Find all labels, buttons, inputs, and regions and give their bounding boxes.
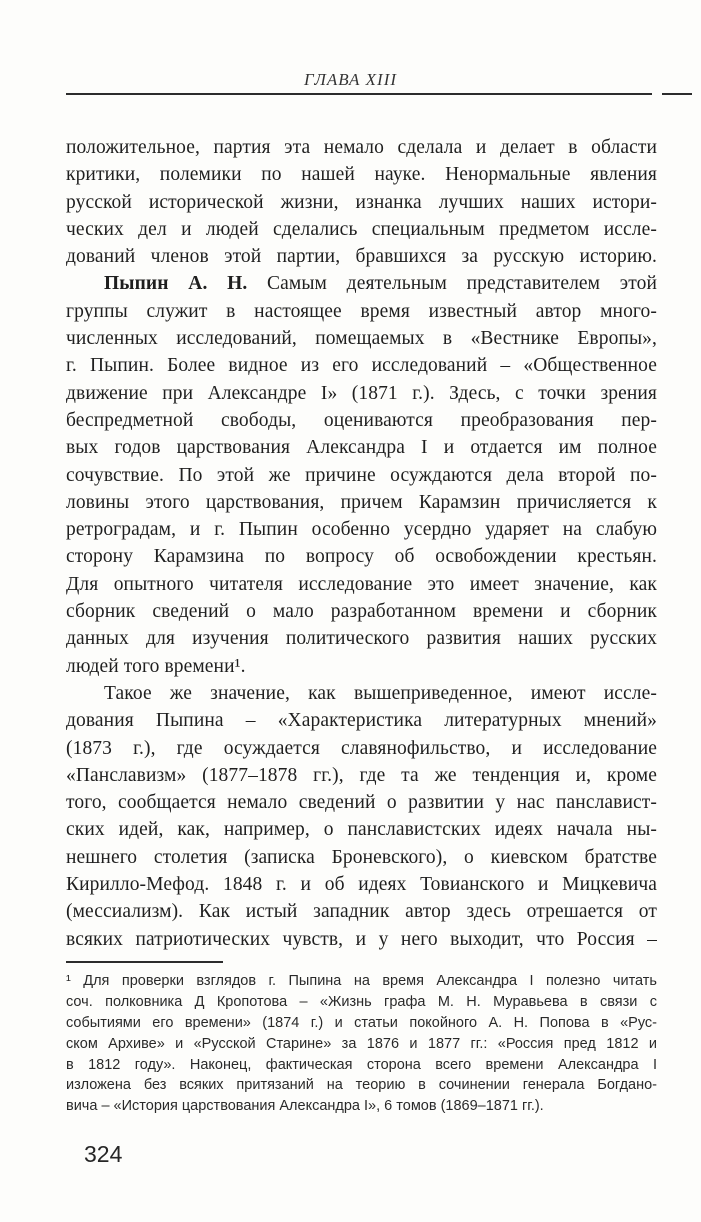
footnote-separator bbox=[66, 961, 223, 963]
body-text-line: сочувствие. По этой же причине осуждаются дела второй по- bbox=[66, 464, 657, 486]
paragraph bbox=[66, 680, 657, 953]
body-text-line: беспредметной свободы, оцениваются преобразования пер- bbox=[66, 409, 657, 431]
body-text-line: ских идей, как, например, о панславистских идеях начала ны- bbox=[66, 819, 657, 841]
paragraph bbox=[66, 134, 657, 270]
paragraph bbox=[66, 270, 657, 679]
footnote-line: вича – «История царствования Александра I», 6 томов (1869–1871 гг.). bbox=[66, 1098, 544, 1115]
body-text-line: всяких патриотических чувств, и у него выходит, что Россия – bbox=[66, 928, 657, 950]
body-text-line: (мессиализм). Как истый западник автор здесь отрешается от bbox=[66, 901, 657, 923]
body-text-line: людей того времени¹. bbox=[66, 655, 246, 677]
footnote-line: соч. полковника Д Кропотова – «Жизнь графа М. Н. Муравьева в связи с bbox=[66, 993, 657, 1010]
author-name-bold: Пыпин А. Н. bbox=[104, 273, 248, 295]
header-rule-fragment bbox=[662, 93, 692, 95]
body-text-line: «Панславизм» (1877–1878 гг.), где та же тенденция и, кроме bbox=[66, 764, 657, 786]
footnote-line: в 1812 году». Наконец, фактическая сторона всего времени Александра I bbox=[66, 1056, 657, 1073]
header-rule bbox=[66, 93, 652, 95]
body-text-line: положительное, партия эта немало сделала и делает в области bbox=[66, 137, 657, 158]
footnote-line: ском Архиве» и «Русской Старине» за 1876 и 1877 гг.: «Россия пред 1812 и bbox=[66, 1035, 657, 1052]
body-text-line: нешнего столетия (записка Броневского), о киевском братстве bbox=[66, 846, 657, 868]
body-text-line: группы служит в настоящее время известный автор много- bbox=[66, 300, 657, 322]
body-text-line: ретроградам, и г. Пыпин особенно усердно ударяет на слабую bbox=[66, 519, 657, 541]
chapter-header-title: ГЛАВА XIII bbox=[303, 70, 398, 89]
body-text-line: ловины этого царствования, причем Карамзин причисляется к bbox=[66, 491, 657, 513]
body-text-line: русской исторической жизни, изнанка лучших наших истори- bbox=[66, 191, 657, 213]
body-text bbox=[66, 134, 657, 953]
running-header bbox=[0, 70, 701, 90]
body-text-line: вых годов царствования Александра I и отдается им полное bbox=[66, 437, 657, 459]
body-text-line: (1873 г.), где осуждается славянофильство, и исследование bbox=[66, 737, 657, 759]
body-text-line: дования Пыпина – «Характеристика литературных мнений» bbox=[66, 710, 657, 732]
footnote-line: изложена без всяких притязаний на теорию в сочинении генерала Богдано- bbox=[66, 1077, 657, 1094]
body-text-line: дований членов этой партии, бравшихся за русскую историю. bbox=[66, 246, 657, 268]
body-text-line: данных для изучения политического развития наших русских bbox=[66, 628, 657, 650]
body-text-line: Для опытного читателя исследование это имеет значение, как bbox=[66, 573, 657, 595]
body-text-line: Кирилло-Мефод. 1848 г. и об идеях Товианского и Мицкевича bbox=[66, 874, 657, 896]
footnote-line: ¹ Для проверки взглядов г. Пыпина на время Александра I полезно читать bbox=[66, 973, 657, 989]
body-text-line: сторону Карамзина по вопросу об освобождении крестьян. bbox=[66, 546, 657, 568]
body-text-line: численных исследований, помещаемых в «Вестнике Европы», bbox=[66, 328, 657, 350]
body-text-line: Такое же значение, как вышеприведенное, имеют иссле- bbox=[104, 682, 657, 704]
body-text-line: движение при Александре I» (1871 г.). Здесь, с точки зрения bbox=[66, 382, 657, 404]
body-text-line: г. Пыпин. Более видное из его исследований – «Общественное bbox=[66, 355, 657, 377]
text-segment: Самым деятельным представителем этой bbox=[247, 273, 657, 295]
body-text-line: сборник сведений о мало разработанном времени и сборник bbox=[66, 601, 657, 623]
footnote-line: событиями его времени» (1874 г.) и статьи покойного А. Н. Попова в «Рус- bbox=[66, 1014, 657, 1031]
body-text-line: ческих дел и людей сделались специальным предметом иссле- bbox=[66, 218, 657, 240]
page-number: 324 bbox=[84, 1141, 123, 1167]
body-text-line: того, сообщается немало сведений о развитии у нас панславист- bbox=[66, 792, 657, 814]
footnote bbox=[66, 971, 657, 1117]
body-text-line: критики, полемики по нашей науке. Ненормальные явления bbox=[66, 164, 657, 186]
body-text-line bbox=[66, 270, 657, 297]
